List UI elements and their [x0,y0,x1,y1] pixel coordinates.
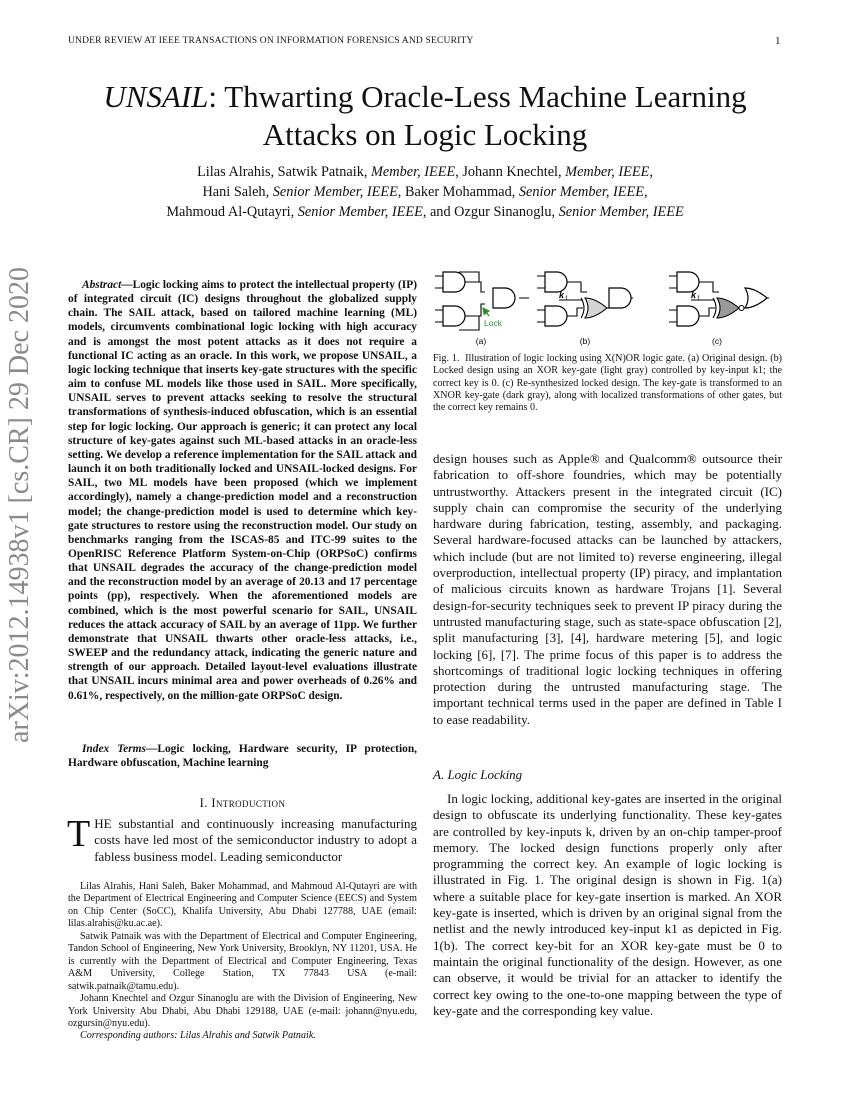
arxiv-stamp [0,267,40,743]
index-terms-text: —Logic locking, Hardware security, IP protection, Hardware obfuscation, Machine learning [68,743,417,770]
footnote: Satwik Patnaik was with the Department of Electrical and Computer Engineering, Tandon School of Engineering, New York University, Brooklyn, NY 11201, USA. He is currently with the Department of Electrical and Computer Engineering, Texas A&M University, College Station, TX 77843 USA (e-mail: satwik.patnaik@tamu.edu). [68,930,417,992]
intro-text: substantial and continuously increasing manufacturing costs have led most of the semiconductor industry to adopt a fabless business model. Leading semiconductor [94,816,417,864]
authors-line-1: Lilas Alrahis, Satwik Patnaik, Member, IEEE, Johann Knechtel, Member, IEEE, [197,164,653,180]
abstract-text: —Logic locking aims to protect the intellectual property (IP) of integrated circuit (IC) designs throughout the globalized supply chain. The SAIL attack, based on tailored machine learning (ML) models, circumvents combinational logic locking with high accuracy and is amongst the most potent attacks as it does not require a functional IC acting as an oracle. In this work, we propose UNSAIL, a logic locking technique that inserts key-gate structures with the specific aim to confuse ML models like those used in SAIL. More specifically, UNSAIL serves to prevent attacks seeking to resolve the structural transformations of synthesis-induced obfuscation, which is an essential step for logic locking. Our approach is generic; it can protect any local structure of key-gates against such ML-based attacks in an oracle-less setting. We develop a reference implementation for the SAIL attack and launch it on both traditionally locked and UNSAIL-locked designs. For SAIL, two ML models have been proposed (which we implement accordingly), namely a change-prediction model and a reconstruction model; the change-prediction model is used to determine which key-gate structures to restore using the reconstruction model. Our study on benchmarks ranging from the ISCAS-85 and ITC-99 suites to the OpenRISC Reference Platform System-on-Chip (ORPSoC) confirms that UNSAIL degrades the accuracy of the change-prediction model and the reconstruction model by an average of 20.13 and 17 percentage points (pp), respectively. When the aforementioned models are combined, which is the most powerful scenario for SAIL, UNSAIL reduces the attack accuracy of SAIL by an average of 11pp. We further demonstrate that UNSAIL thwarts other oracle-less attacks, i.e., SWEEP and the redundancy attack, indicating the generic nature and strength of our approach. Detailed layout-level evaluations illustrate that UNSAIL incurs minimal area and power overheads of 0.26% and 0.61%, respectively, on the million-gate ORPSoC design. [68,279,417,702]
section-number: I. [199,796,208,810]
panel-c-circuit [669,272,769,346]
section-title: Introduction [211,796,286,810]
authors-line-3: Mahmoud Al-Qutayri, Senior Member, IEEE, and Ozgur Sinanoglu, Senior Member, IEEE [166,204,684,220]
figure-caption-text: Illustration of logic locking using X(N)OR logic gate. (a) Original design. (b) Locked design using an XOR key-gate (light gray) controlled by key-input k1; the correct key is 0. (c) Re-synthesized locked design. The key-gate is transformed to an XNOR key-gate (dark gray), along with localized transformations of other gates, but the correct key remains 0. [433,353,782,414]
intro-lead: HE [94,816,112,831]
section-heading-introduction [68,796,417,811]
author-list [60,162,790,222]
footnote: Lilas Alrahis, Hani Saleh, Baker Mohammad, and Mahmoud Al-Qutayri are with the Department of Electrical Engineering and Computer Science (EECS) and System on Chip Center (SoCC), Khalifa University, Abu Dhabi 127788, UAE (email: lilas.alrahis@ku.ac.ae). [68,881,417,930]
abstract [68,278,417,703]
intro-continued-paragraph: design houses such as Apple® and Qualcomm® outsource their fabrication to off-shore foundries, which may be potentially untrustworthy. Attackers present in the integrated circuit (IC) supply chain can compromise the security of the underlying hardware during fabrication, testing, assembly, and packaging. Several hardware-focused attacks can be launched by attackers, which include (but are not limited to) reverse engineering, illegal overproduction, intellectual property (IP) piracy, and implantation of malicious circuits known as hardware Trojans [1]. Several design-for-security techniques seek to prevent IP piracy during the untrusted manufacturing stage, such as state-space obfuscation [2], split manufacturing [3], [4], hardware metering [5], and logic locking [6], [7]. The prime focus of this paper is to address the shortcomings of traditional logic locking techniques in offering protection during the untrusted manufacturing stage. The important technical terms used in the paper are defined in Table I to ease readability. [433,451,782,727]
figure-1-caption [433,353,782,415]
affiliation-footnotes [68,881,417,1043]
running-head: UNDER REVIEW AT IEEE TRANSACTIONS ON INFORMATION FORENSICS AND SECURITY [68,36,474,46]
index-terms [68,742,417,770]
key-subscript: 1 [697,296,701,302]
logic-locking-paragraph: In logic locking, additional key-gates are inserted in the original design to obfuscate its underlying functionality. These key-gates are controlled by key-inputs k, driven by an on-chip tamper-proof memory. The locked design functions properly only after programming the correct key. An example of logic locking is illustrated in Fig. 1. The original design is shown in Fig. 1(a) where a suitable place for key-gate insertion is marked. An XOR key-gate is inserted, which is driven by an original signal from the netlist and the newly introduced key-input k1 as depicted in Fig. 1(b). The correct key-bit for an XOR key-gate must be 0 to maintain the original functionality of the design. However, as one can observe, it would be trivial for an attacker to identify the correct key owing to the one-to-one mapping between the type of key-gate and the corresponding key value. [433,791,782,1018]
panel-label-c: (c) [712,336,722,346]
authors-line-2: Hani Saleh, Senior Member, IEEE, Baker Mohammad, Senior Member, IEEE, [202,184,648,200]
key-label: k [691,290,697,300]
drop-cap: T [67,813,91,855]
title-rest: : Thwarting Oracle-Less Machine Learning Attacks on Logic Locking [208,79,747,152]
footnote: Corresponding authors: Lilas Alrahis and Satwik Patnaik. [80,1030,316,1042]
arxiv-stamp-text: arXiv:2012.14938v1 [cs.CR] 29 Dec 2020 [4,267,35,743]
panel-label-a: (a) [475,336,487,346]
abstract-label: Abstract [82,279,122,291]
panel-a-circuit [433,268,529,346]
title-name: UNSAIL [103,79,209,114]
intro-paragraph [67,813,417,865]
footnote: Johann Knechtel and Ozgur Sinanoglu are with the Division of Engineering, New York University Abu Dhabi, Abu Dhabi 129188, UAE (e-mail: johann@nyu.edu, ozgursin@nyu.edu). [68,993,417,1029]
key-subscript: 1 [565,296,569,302]
figure-caption-prefix: Fig. 1. [433,353,460,364]
key-label: k [559,290,565,300]
lock-label: Lock [484,318,502,328]
figure-1 [433,268,782,348]
page-number: 1 [775,35,781,47]
subsection-heading-logic-locking: A. Logic Locking [433,767,523,782]
index-terms-label: Index Terms [82,743,146,755]
paper-title [60,78,790,154]
logic-locking-illustration [433,268,782,348]
panel-b-circuit [537,272,633,346]
panel-label-b: (b) [579,336,591,346]
